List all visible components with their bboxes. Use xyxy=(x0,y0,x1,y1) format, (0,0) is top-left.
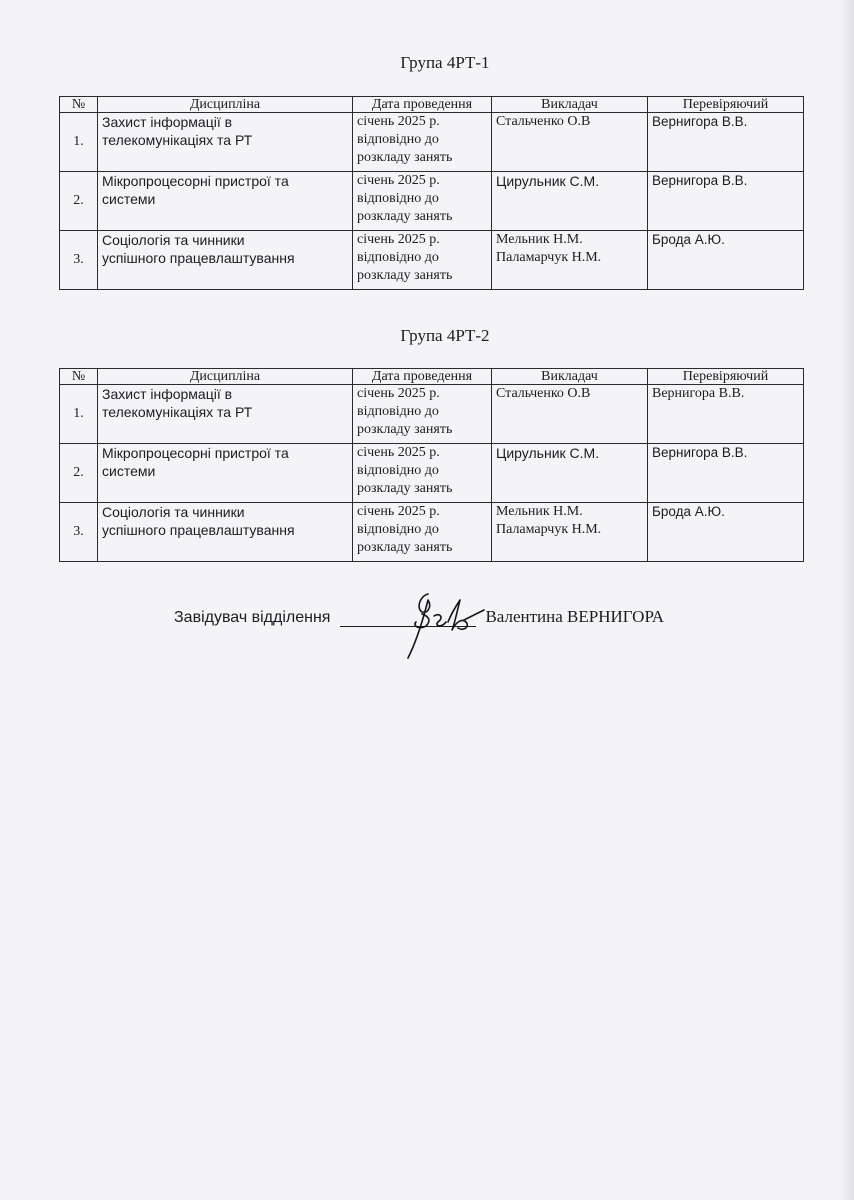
date-line: січень 2025 р. xyxy=(357,114,440,129)
discipline-line: Захист інформації в xyxy=(102,114,233,130)
row-number: 1. xyxy=(60,113,98,172)
inspector-cell: Вернигора В.В. xyxy=(648,385,804,444)
table-row xyxy=(60,231,804,290)
date-line: відповідно до xyxy=(357,132,439,147)
teacher-cell xyxy=(492,172,648,231)
discipline-cell xyxy=(98,444,353,503)
discipline-line: Соціологія та чинники xyxy=(102,504,245,520)
discipline-line: телекомунікаціях та РТ xyxy=(102,404,253,420)
date-cell xyxy=(353,231,492,290)
date-cell xyxy=(353,385,492,444)
discipline-cell xyxy=(98,231,353,290)
date-line: розкладу занять xyxy=(357,481,453,496)
col-header-teacher: Викладач xyxy=(492,97,648,113)
row-number: 3. xyxy=(60,503,98,562)
teacher-cell xyxy=(492,385,648,444)
teacher-cell xyxy=(492,503,648,562)
col-header-discipline: Дисципліна xyxy=(98,369,353,385)
inspector-cell: Вернигора В.В. xyxy=(648,444,804,503)
date-line: розкладу занять xyxy=(357,268,453,283)
inspector-cell: Вернигора В.В. xyxy=(648,172,804,231)
discipline-line: успішного працевлаштування xyxy=(102,522,295,538)
signer-position: Завідувач відділення xyxy=(174,609,331,626)
table-header-row xyxy=(60,97,804,113)
signer-name: Валентина ВЕРНИГОРА xyxy=(485,607,665,626)
date-line: січень 2025 р. xyxy=(357,232,440,247)
date-line: січень 2025 р. xyxy=(357,173,440,188)
row-number: 2. xyxy=(60,444,98,503)
handwritten-signature xyxy=(398,586,488,666)
discipline-cell xyxy=(98,172,353,231)
col-header-number: № xyxy=(60,97,98,113)
teacher-cell xyxy=(492,231,648,290)
teacher-name: Мельник Н.М. xyxy=(496,232,583,247)
teacher-name: Стальченко О.В xyxy=(496,114,591,129)
row-number: 1. xyxy=(60,385,98,444)
group-1-table xyxy=(59,96,804,290)
teacher-name: Цирульник С.М. xyxy=(496,445,600,461)
discipline-line: системи xyxy=(102,191,156,207)
group-2-table xyxy=(59,368,804,562)
col-header-date: Дата проведення xyxy=(353,97,492,113)
date-line: січень 2025 р. xyxy=(357,504,440,519)
discipline-line: Соціологія та чинники xyxy=(102,232,245,248)
discipline-cell xyxy=(98,503,353,562)
table-row xyxy=(60,503,804,562)
group-2-title: Група 4РТ-2 xyxy=(400,326,490,345)
discipline-line: телекомунікаціях та РТ xyxy=(102,132,253,148)
table-row xyxy=(60,385,804,444)
inspector-cell: Вернигора В.В. xyxy=(648,113,804,172)
date-line: січень 2025 р. xyxy=(357,386,440,401)
col-header-inspector: Перевіряючий xyxy=(648,97,804,113)
date-line: відповідно до xyxy=(357,522,439,537)
teacher-name: Мельник Н.М. xyxy=(496,504,583,519)
teacher-name: Паламарчук Н.М. xyxy=(496,522,602,537)
teacher-cell xyxy=(492,113,648,172)
inspector-cell: Брода А.Ю. xyxy=(648,503,804,562)
date-cell xyxy=(353,444,492,503)
discipline-line: Захист інформації в xyxy=(102,386,233,402)
date-line: відповідно до xyxy=(357,191,439,206)
date-line: розкладу занять xyxy=(357,209,453,224)
date-line: відповідно до xyxy=(357,404,439,419)
table-row xyxy=(60,444,804,503)
col-header-number: № xyxy=(60,369,98,385)
row-number: 3. xyxy=(60,231,98,290)
date-cell xyxy=(353,503,492,562)
table-row xyxy=(60,113,804,172)
inspector-cell: Брода А.Ю. xyxy=(648,231,804,290)
table-row xyxy=(60,172,804,231)
date-line: розкладу занять xyxy=(357,422,453,437)
col-header-discipline: Дисципліна xyxy=(98,97,353,113)
teacher-name: Паламарчук Н.М. xyxy=(496,250,602,265)
discipline-line: Мікропроцесорні пристрої та xyxy=(102,173,289,189)
discipline-line: успішного працевлаштування xyxy=(102,250,295,266)
group-1-title: Група 4РТ-1 xyxy=(400,53,490,72)
date-cell xyxy=(353,113,492,172)
teacher-cell xyxy=(492,444,648,503)
table-header-row xyxy=(60,369,804,385)
date-line: січень 2025 р. xyxy=(357,445,440,460)
teacher-name: Стальченко О.В xyxy=(496,386,591,401)
teacher-name: Цирульник С.М. xyxy=(496,173,600,189)
date-cell xyxy=(353,172,492,231)
col-header-inspector: Перевіряючий xyxy=(648,369,804,385)
discipline-line: системи xyxy=(102,463,156,479)
row-number: 2. xyxy=(60,172,98,231)
discipline-cell xyxy=(98,113,353,172)
date-line: розкладу занять xyxy=(357,150,453,165)
col-header-teacher: Викладач xyxy=(492,369,648,385)
discipline-cell xyxy=(98,385,353,444)
page-edge-shadow xyxy=(840,0,854,1200)
col-header-date: Дата проведення xyxy=(353,369,492,385)
date-line: розкладу занять xyxy=(357,540,453,555)
date-line: відповідно до xyxy=(357,463,439,478)
discipline-line: Мікропроцесорні пристрої та xyxy=(102,445,289,461)
date-line: відповідно до xyxy=(357,250,439,265)
